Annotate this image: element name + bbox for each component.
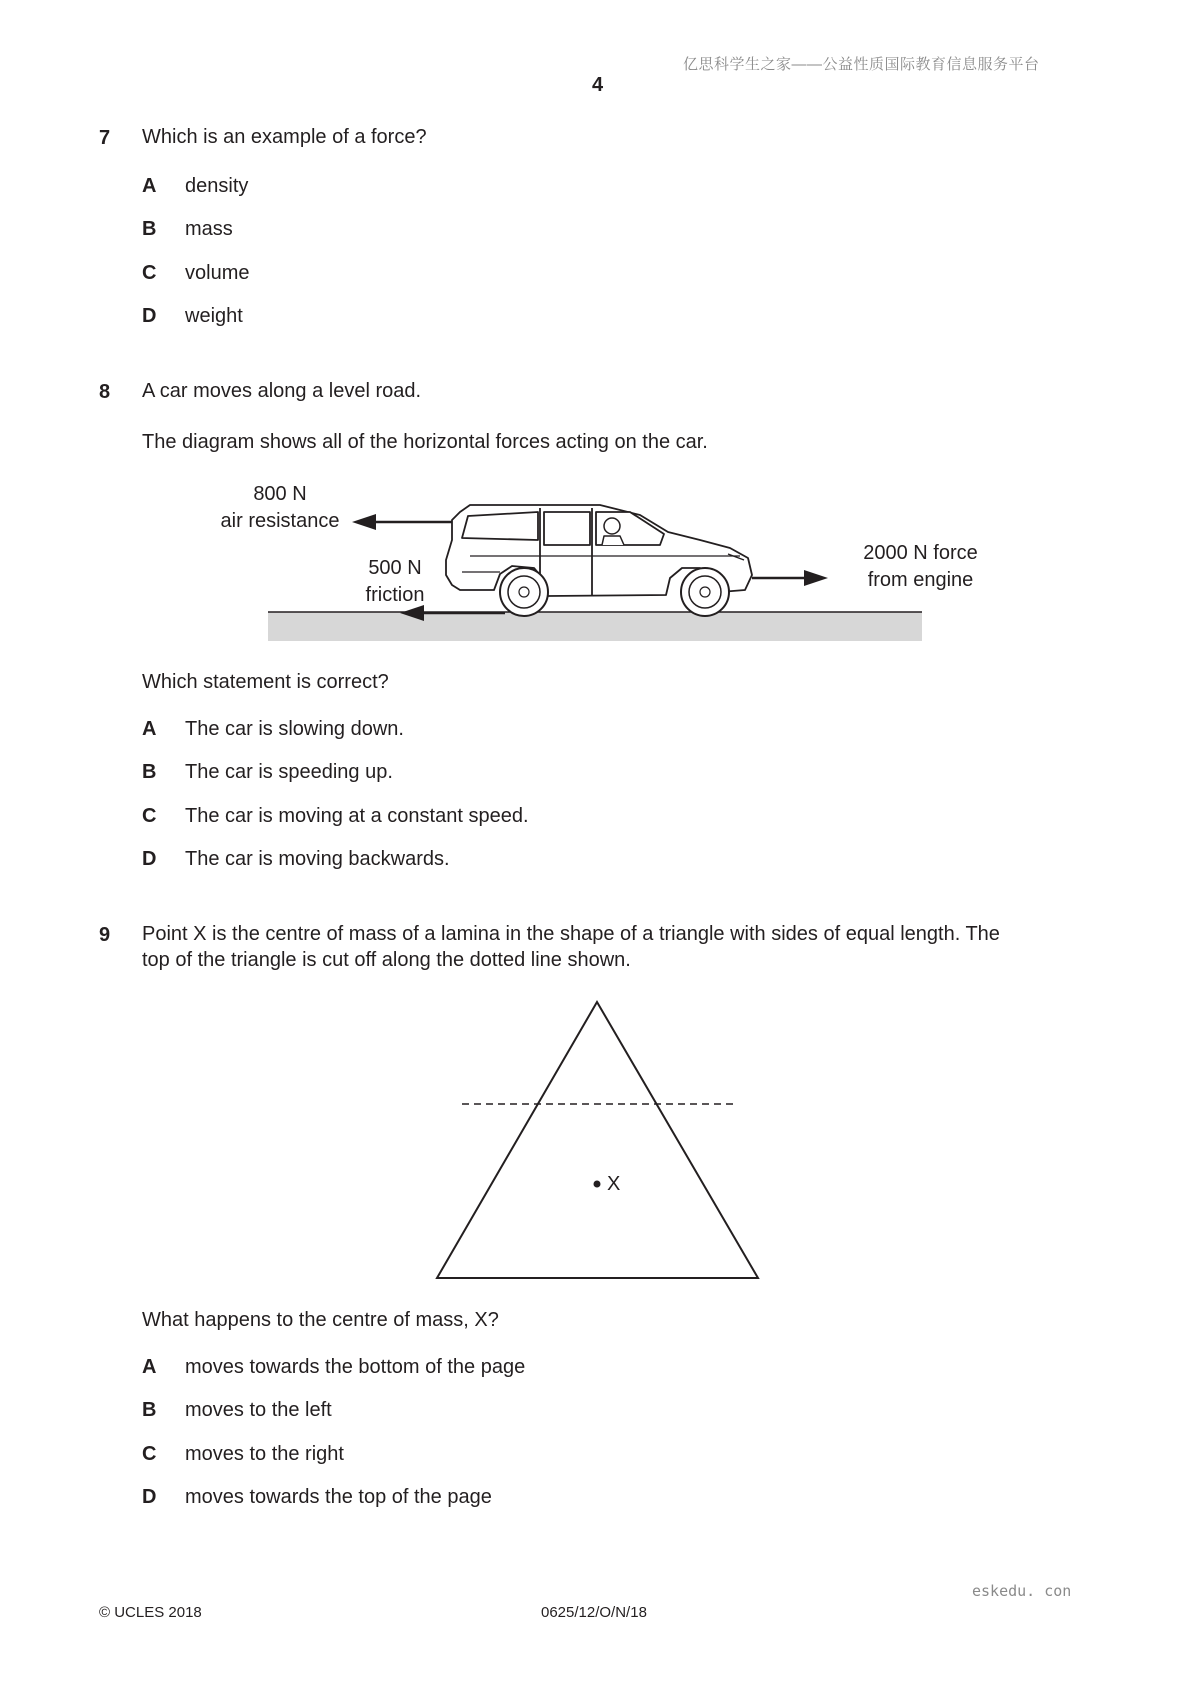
engine-force-value: 2000 N force — [863, 542, 978, 564]
air-resistance-label: air resistance — [220, 510, 340, 532]
q8-option-c-text: The car is moving at a constant speed. — [185, 805, 529, 827]
q7-option-d-letter: D — [142, 305, 157, 327]
header-watermark: 亿思科学生之家——公益性质国际教育信息服务平台 — [683, 56, 1040, 73]
q8-option-d-letter: D — [142, 848, 157, 870]
question-9-prompt: What happens to the centre of mass, X? — [142, 1309, 499, 1331]
question-7-text: Which is an example of a force? — [142, 126, 427, 148]
centre-of-mass-point — [594, 1181, 601, 1188]
q9-option-d-text: moves towards the top of the page — [185, 1486, 492, 1508]
page-number: 4 — [592, 74, 604, 96]
question-9-number: 9 — [99, 924, 111, 946]
friction-label: friction — [365, 584, 425, 606]
q7-option-c-letter: C — [142, 262, 157, 284]
q7-option-d-text: weight — [185, 305, 243, 327]
triangle-lamina — [437, 1002, 758, 1278]
question-8-subtext: The diagram shows all of the horizontal forces acting on the car. — [142, 431, 708, 453]
footer-paper-code: 0625/12/O/N/18 — [541, 1604, 647, 1621]
q9-option-b-letter: B — [142, 1399, 157, 1421]
question-7-number: 7 — [99, 127, 111, 149]
q9-option-c-letter: C — [142, 1443, 157, 1465]
question-8-number: 8 — [99, 381, 111, 403]
q7-option-b-letter: B — [142, 218, 157, 240]
q9-option-c-text: moves to the right — [185, 1443, 344, 1465]
q9-option-a-text: moves towards the bottom of the page — [185, 1356, 526, 1378]
q8-option-a-text: The car is slowing down. — [185, 718, 404, 740]
question-9-text-line2: top of the triangle is cut off along the dotted line shown. — [142, 949, 631, 971]
q9-option-a-letter: A — [142, 1356, 157, 1378]
friction-value: 500 N — [368, 557, 422, 579]
q7-option-c-text: volume — [185, 262, 250, 284]
q8-option-d-text: The car is moving backwards. — [185, 848, 450, 870]
q8-option-a-letter: A — [142, 718, 157, 740]
footer-watermark: eskedu. con — [972, 1582, 1072, 1600]
footer-copyright: © UCLES 2018 — [99, 1604, 202, 1621]
q9-option-b-text: moves to the left — [185, 1399, 332, 1421]
q8-option-b-text: The car is speeding up. — [185, 761, 393, 783]
q8-option-c-letter: C — [142, 805, 157, 827]
engine-force-label: from engine — [867, 569, 974, 591]
air-resistance-value: 800 N — [253, 483, 307, 505]
question-8-text: A car moves along a level road. — [142, 380, 422, 402]
centre-of-mass-label: X — [607, 1173, 621, 1195]
q8-option-b-letter: B — [142, 761, 157, 783]
question-8-prompt: Which statement is correct? — [142, 671, 389, 693]
question-9-text-line1: Point X is the centre of mass of a lamina in the shape of a triangle with sides of equal length. The — [142, 923, 1000, 945]
q7-option-b-text: mass — [185, 218, 233, 240]
q9-option-d-letter: D — [142, 1486, 157, 1508]
q7-option-a-letter: A — [142, 175, 157, 197]
q7-option-a-text: density — [185, 175, 249, 197]
